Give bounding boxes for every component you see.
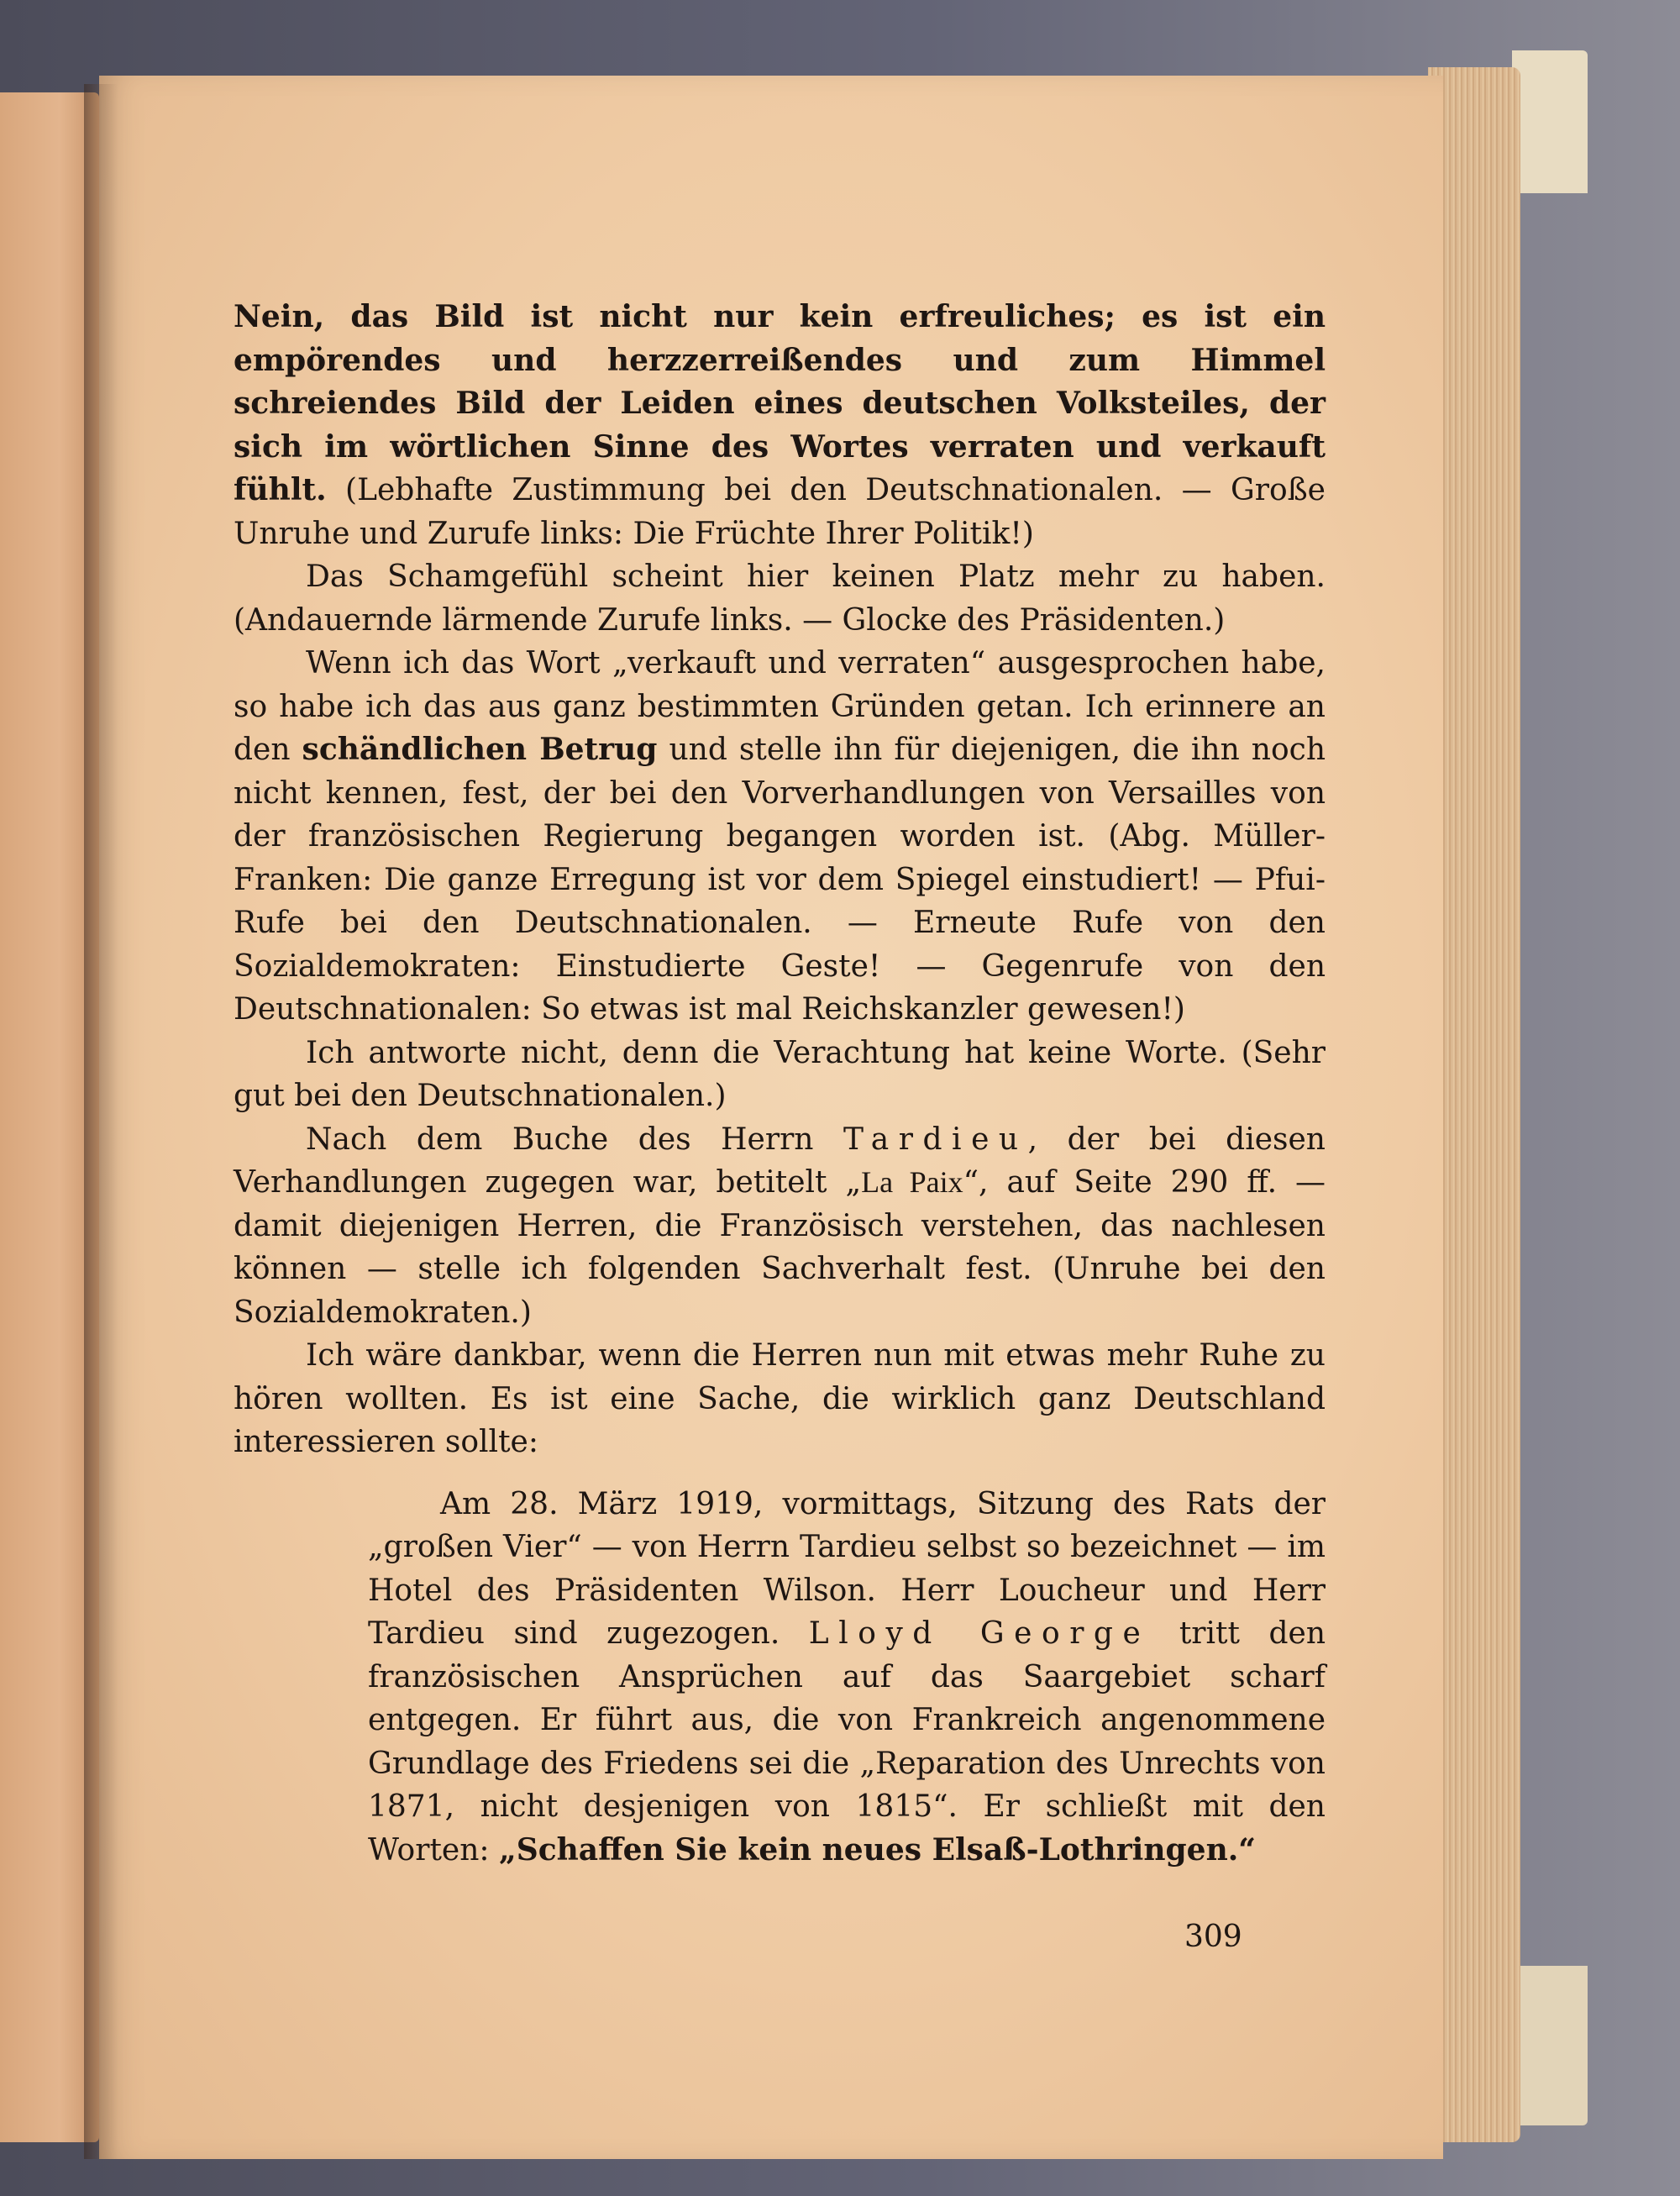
text-run: (Lebhafte Zustimmung bei den Deutschnationalen. — Große Unruhe und Zurufe links: Die Früchte Ihrer Politik!): [234, 473, 1326, 551]
text-run: Ich antworte nicht, denn die Verachtung hat keine Worte. (Sehr gut bei den Deutschnationalen.): [234, 1035, 1326, 1113]
block-quote: [368, 1483, 1326, 1873]
text-run: und stelle ihn für diejenigen, die ihn noch nicht kennen, fest, der bei den Vorverhandlungen von Versailles von der französischen Regierung begangen worden ist. (Abg. Müller-Franken: Die ganze Erregung ist vor dem Spiegel einstudiert! — Pfui-Rufe bei den Deutschnationalen. — Erneute Rufe von den Sozialdemokraten: Einstudierte Geste! — Gegenrufe von den Deutschnationalen: So etwas ist mal Reichskanzler gewesen!): [234, 733, 1326, 1027]
text-run: Am 28. März 1919, vormittags, Sitzung des Rats der „großen Vier“ — von Herrn Tardieu selbst so bezeichnet — im Hotel des Präsidenten Wilson. Herr Loucheur und Herr Tardieu sind zugezogen.: [368, 1486, 1326, 1651]
paragraph: [234, 555, 1326, 642]
book-page: [99, 76, 1443, 2159]
text-run: Wenn ich das Wort „verkauft und verraten“ ausgesprochen habe, so habe ich das aus ganz bestimmten Gründen getan. Ich erinnere an den: [234, 646, 1326, 767]
text-run: Ich wäre dankbar, wenn die Herren nun mit etwas mehr Ruhe zu hören wollten. Es ist eine Sache, die wirklich ganz Deutschland interessieren sollte:: [234, 1338, 1326, 1459]
text-run: La Paix: [861, 1165, 963, 1199]
text-run: tritt den französischen Ansprüchen auf das Saargebiet scharf entgegen. Er führt aus, die von Frankreich angenommene Grundlage des Friedens sei die „Reparation des Unrechts von 1871, nicht desjenigen von 1815“. Er schließt mit den Worten:: [368, 1616, 1326, 1868]
page-text: [234, 296, 1326, 1872]
text-run: Tardieu: [843, 1122, 1028, 1157]
text-run: , der bei diesen Verhandlungen zugegen war, betitelt „: [234, 1122, 1326, 1200]
text-run: “, auf Seite 290 ff. — damit diejenigen Herren, die Französisch verstehen, das nachlesen können — stelle ich folgenden Sachverhalt fest. (Unruhe bei den Sozialdemokraten.): [234, 1165, 1326, 1330]
text-run: Nach dem Buche des Herrn: [306, 1122, 844, 1157]
paragraph: [234, 642, 1326, 1032]
book-gutter-shadow: [84, 84, 118, 2159]
page-number: 309: [1184, 1920, 1242, 1954]
paragraph: [234, 1032, 1326, 1118]
text-run: schändlichen Betrug: [302, 732, 658, 767]
text-run: „Schaffen Sie kein neues Elsaß-Lothringen.“: [498, 1831, 1257, 1868]
cover-corner-top: [1512, 50, 1588, 193]
text-run: Das Schamgefühl scheint hier keinen Platz mehr zu haben. (Andauernde lärmende Zurufe links. — Glocke des Präsidenten.): [234, 560, 1326, 638]
paragraph: [234, 296, 1326, 555]
cover-corner-bottom: [1512, 1966, 1588, 2125]
text-run: Lloyd George: [808, 1616, 1151, 1651]
paragraph: [234, 1334, 1326, 1464]
text-run: Nein, das Bild ist nicht nur kein erfreuliches; es ist ein empörendes und herzzerreißendes und zum Himmel schreiendes Bild der Leiden eines deutschen Volksteiles, der sich im wörtlichen Sinne des Wortes verraten und verkauft fühlt.: [234, 299, 1326, 507]
paragraph: [234, 1118, 1326, 1335]
